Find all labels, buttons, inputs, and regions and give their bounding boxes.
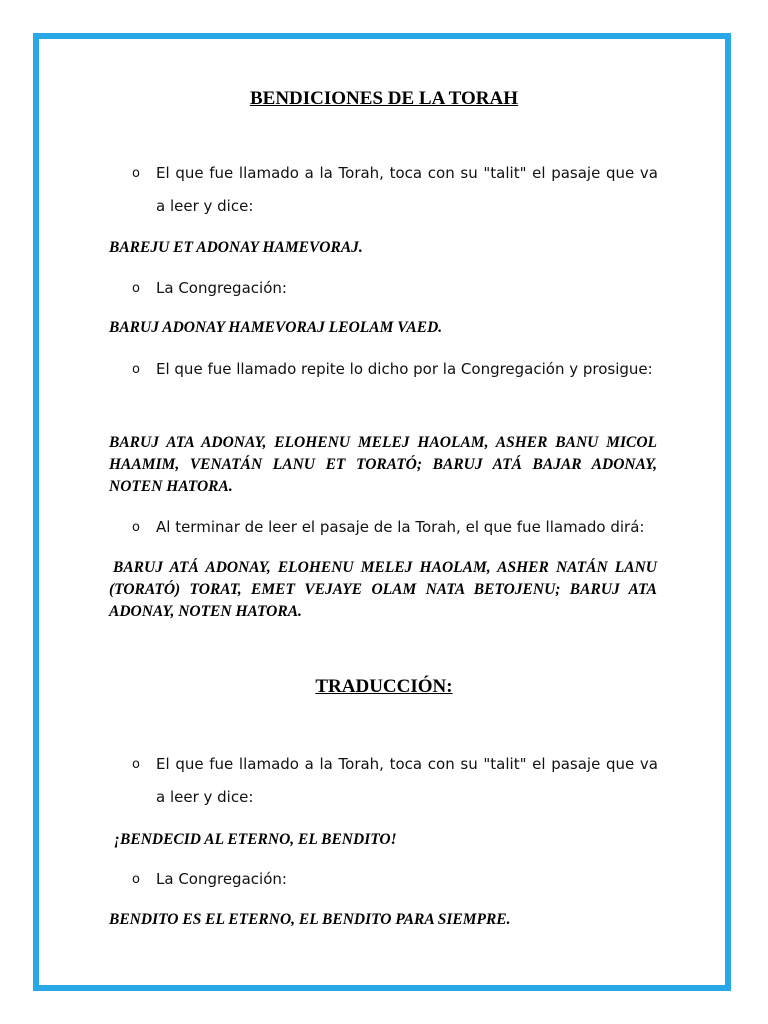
bullet-item [132,272,658,305]
bullet-item [132,353,658,386]
bullet-text: La Congregación: [156,870,287,888]
bullet-text: La Congregación: [156,279,287,297]
bullet-text: Al terminar de leer el pasaje de la Torah, el que fue llamado dirá: [156,518,645,536]
bullet-item [132,748,658,814]
bullet-marker: o [132,520,140,535]
translation-verse: ¡BENDECID AL ETERNO, EL BENDITO! [114,831,397,848]
bullet-item [132,157,658,223]
bullet-item [132,511,658,544]
blessing-verse: BARUJ ATÁ ADONAY, ELOHENU MELEJ HAOLAM, ASHER NATÁN LANU (TORATÓ) TORAT, EMET VEJAYE OLAM NATA BETOJENU; BARUJ ATA ADONAY, NOTEN HATORA. [109,559,657,620]
bullet-marker: o [132,872,140,887]
blessing-verse: BAREJU ET ADONAY HAMEVORAJ. [109,239,363,256]
bullet-text: El que fue llamado repite lo dicho por la Congregación y prosigue: [156,360,653,378]
bullet-marker: o [132,166,140,181]
bullet-marker: o [132,281,140,296]
bullet-text: El que fue llamado a la Torah, toca con su "talit" el pasaje que va a leer y dice: [156,164,658,215]
bullet-text: El que fue llamado a la Torah, toca con su "talit" el pasaje que va a leer y dice: [156,755,658,806]
bullet-marker: o [132,757,140,772]
translation-verse: BENDITO ES EL ETERNO, EL BENDITO PARA SIEMPRE. [109,911,511,928]
blessing-verse: BARUJ ATA ADONAY, ELOHENU MELEJ HAOLAM, ASHER BANU MICOL HAAMIM, VENATÁN LANU ET TORATÓ; BARUJ ATÁ BAJAR ADONAY, NOTEN HATORA. [109,434,657,495]
translation-title: TRADUCCIÓN: [315,676,453,697]
bullet-item [132,863,658,896]
bullet-marker: o [132,362,140,377]
blessing-verse: BARUJ ADONAY HAMEVORAJ LEOLAM VAED. [109,319,443,336]
document-title: BENDICIONES DE LA TORAH [249,88,518,109]
